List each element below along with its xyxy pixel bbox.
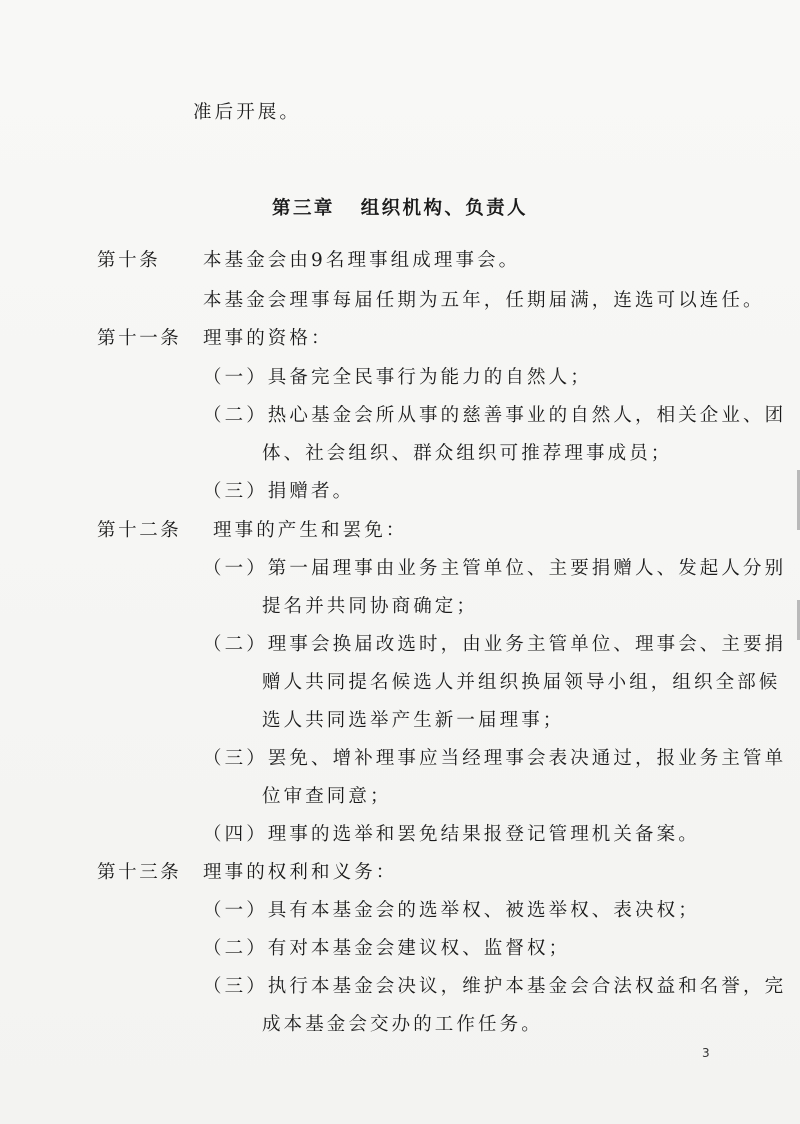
article-11-number: 第十一条	[97, 328, 182, 349]
article-12-item-2: （二）理事会换届改选时，由业务主管单位、理事会、主要捐	[203, 634, 787, 655]
page-number: 3	[702, 1046, 710, 1060]
article-10-line-1: 本基金会由9名理事组成理事会。	[203, 250, 521, 271]
article-11-line-1: 理事的资格：	[203, 328, 333, 349]
article-13-number: 第十三条	[97, 862, 182, 883]
article-11-item-2-cont: 体、社会组织、群众组织可推荐理事成员；	[262, 443, 673, 464]
article-12-item-4: （四）理事的选举和罢免结果报登记管理机关备案。	[203, 824, 700, 845]
article-12-item-3-cont: 位审查同意；	[262, 786, 392, 807]
article-11-item-1: （一）具备完全民事行为能力的自然人；	[203, 367, 592, 388]
article-12-item-2-cont-1: 赠人共同提名候选人并组织换届领导小组，组织全部候	[262, 672, 781, 693]
article-13-line-1: 理事的权利和义务：	[203, 862, 398, 883]
chapter-heading	[0, 197, 800, 221]
article-10-line-2: 本基金会理事每届任期为五年，任期届满，连选可以连任。	[203, 290, 765, 311]
article-12-item-1-cont: 提名并共同协商确定；	[262, 596, 479, 617]
chapter-number: 第三章	[272, 198, 335, 219]
article-12-line-1: 理事的产生和罢免：	[213, 520, 408, 541]
previous-section-tail: 准后开展。	[193, 102, 302, 123]
article-13-item-1: （一）具有本基金会的选举权、被选举权、表决权；	[203, 900, 700, 921]
article-12-item-2-cont-2: 选人共同选举产生新一届理事；	[262, 710, 565, 731]
article-13-item-3-cont: 成本基金会交办的工作任务。	[262, 1014, 543, 1035]
article-13-item-3: （三）执行本基金会决议，维护本基金会合法权益和名誉，完	[203, 976, 787, 997]
article-12-item-3: （三）罢免、增补理事应当经理事会表决通过，报业务主管单	[203, 748, 787, 769]
chapter-title: 组织机构、负责人	[360, 198, 528, 219]
article-12-number: 第十二条	[97, 520, 182, 541]
article-11-item-2: （二）热心基金会所从事的慈善事业的自然人，相关企业、团	[203, 405, 787, 426]
article-10-number: 第十条	[97, 250, 161, 271]
article-12-item-1: （一）第一届理事由业务主管单位、主要捐赠人、发起人分别	[203, 558, 787, 579]
article-13-item-2: （二）有对本基金会建议权、监督权；	[203, 938, 571, 959]
article-11-item-3: （三）捐赠者。	[203, 481, 355, 502]
